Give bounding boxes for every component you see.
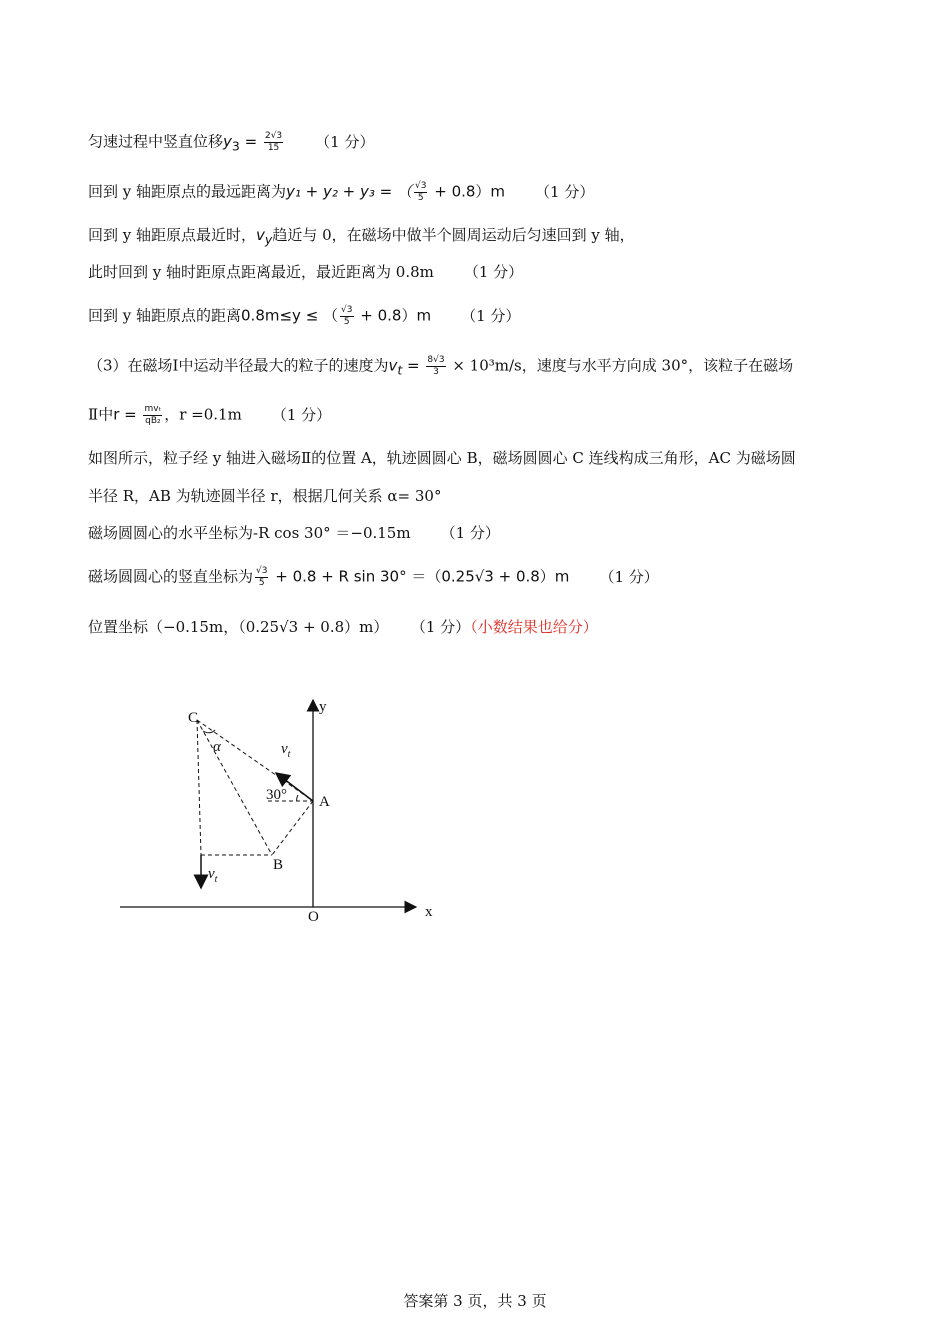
label-vt-bottom: $v_t$ <box>208 866 218 885</box>
solution-line-7: Ⅱ中r = $\frac{\text{mvₜ}}{\text{qB₂}}$ ，r =0.1m （1 分） <box>88 404 332 426</box>
alpha-arc <box>203 730 215 733</box>
fraction: $\frac{8√3}{3}$ <box>427 355 445 377</box>
solution-line-8: 如图所示，粒子经 y 轴进入磁场Ⅱ的位置 A，轨迹圆圆心 B，磁场圆圆心 C 连线构成三角形，AC 为磁场圆 <box>88 449 796 467</box>
solution-line-9: 半径 R，AB 为轨迹圆半径 r，根据几何关系 α= 30° <box>88 487 442 505</box>
label-vt-top: $v_t$ <box>281 741 291 760</box>
fraction: $\frac{2√3}{15}$ <box>264 131 283 153</box>
fraction: $\frac{\text{mvₜ}}{\text{qB₂}}$ <box>144 404 162 426</box>
solution-line-12: 位置坐标（−0.15m，（0.25√3 + 0.8）m） （1 分）（小数结果也给分） <box>88 618 598 636</box>
label-x: x <box>425 904 433 920</box>
fraction: $\frac{√3}{5}$ <box>256 566 268 588</box>
line-c-vertical <box>197 720 201 855</box>
line-ab <box>272 801 313 855</box>
label-30-degrees: 30° <box>266 787 287 803</box>
fraction: $\frac{√3}{5}$ <box>341 305 353 327</box>
solution-line-5: 回到 y 轴距原点的距离0.8m≤y ≤ （ $\frac{√3}{5}$ + 0.8）m （1 分） <box>88 305 521 327</box>
label-a: A <box>319 794 330 810</box>
label-b: B <box>273 857 284 873</box>
solution-line-11: 磁场圆圆心的竖直坐标为 $\frac{√3}{5}$ + 0.8 + R sin 30° ＝（0.25√3 + 0.8）m （1 分） <box>88 566 659 588</box>
solution-line-2: 回到 y 轴距原点的最远距离为y₁ + y₂ + y₃ = （ $\frac{√3}{5}$ + 0.8）m （1 分） <box>88 181 595 203</box>
solution-line-1: 匀速过程中竖直位移$y_3$ = $\frac{2√3}{15}$ （1 分） <box>88 131 375 154</box>
line-ca <box>197 720 313 801</box>
angle-30-arc <box>297 795 298 801</box>
solution-line-3: 回到 y 轴距原点最近时，$v_y$趋近与 0，在磁场中做半个圆周运动后匀速回到 y 轴， <box>88 226 635 247</box>
label-alpha: α <box>213 739 221 755</box>
label-c: C <box>188 710 199 726</box>
label-o: O <box>308 909 319 925</box>
solution-line-4: 此时回到 y 轴时距原点距离最近，最近距离为 0.8m （1 分） <box>88 263 524 281</box>
line-cb <box>197 720 272 855</box>
fraction: $\frac{√3}{5}$ <box>415 181 427 203</box>
label-y: y <box>319 699 327 715</box>
partial-credit-note: （小数结果也给分） <box>470 618 598 636</box>
solution-line-10: 磁场圆圆心的水平坐标为-R cos 30° ＝−0.15m （1 分） <box>88 524 500 542</box>
solution-line-6: （3）在磁场Ⅰ中运动半径最大的粒子的速度为$v_t$ = $\frac{8√3}{3}$ × 10³m/s，速度与水平方向成 30°，该粒子在磁场 <box>88 355 794 378</box>
page-footer: 答案第 3 页，共 3 页 <box>403 1292 547 1310</box>
